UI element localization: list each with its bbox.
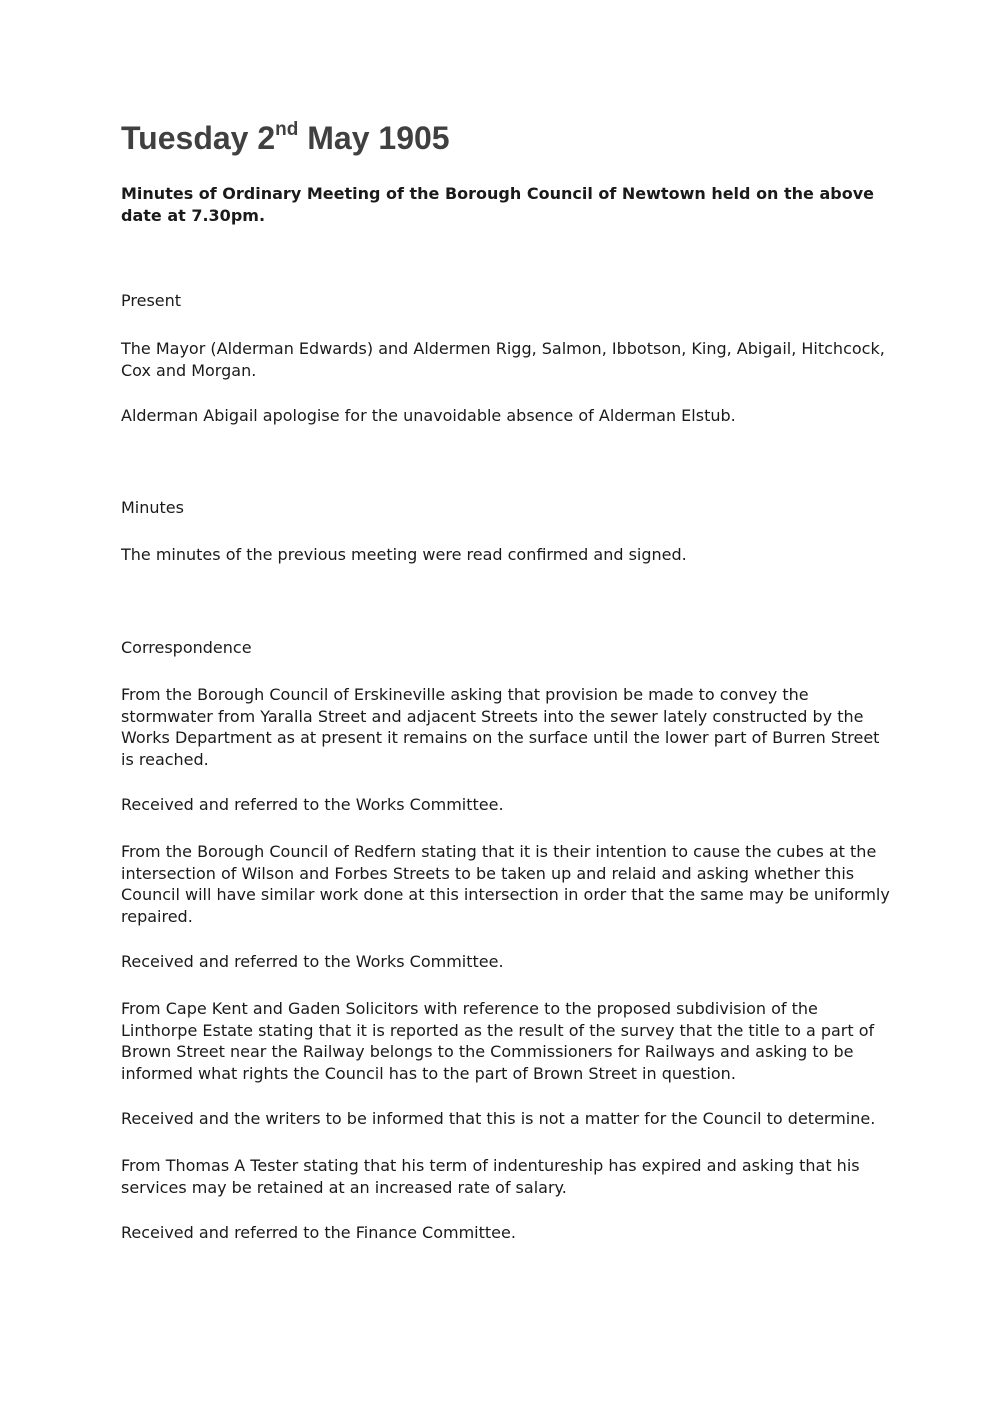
correspondence-item: From Cape Kent and Gaden Solicitors with reference to the proposed subdivision of the Linthorpe Estate stating that it is reported as the result of the survey that the title to a part of Brown Street near the Railway belongs to the Commissioners for Railways and asking to be informed what rights the Council has to the part of Brown Street in question. <box>121 999 875 1083</box>
section-heading-correspondence: Correspondence <box>121 638 252 657</box>
correspondence-item: From Thomas A Tester stating that his term of indentureship has expired and asking that his services may be retained at an increased rate of salary. <box>121 1156 860 1197</box>
correspondence-resolution: Received and referred to the Finance Committee. <box>121 1223 516 1242</box>
correspondence-item: From the Borough Council of Erskineville asking that provision be made to convey the stormwater from Yaralla Street and adjacent Streets into the sewer lately constructed by the Works Department as at present it remains on the surface until the lower part of Burren Street is reached. <box>121 685 880 769</box>
correspondence-resolution: Received and referred to the Works Committee. <box>121 952 504 971</box>
page-title <box>121 118 450 158</box>
present-attendees: The Mayor (Alderman Edwards) and Aldermen Rigg, Salmon, Ibbotson, King, Abigail, Hitchcock, Cox and Morgan. <box>121 339 885 380</box>
section-heading-present: Present <box>121 291 182 310</box>
correspondence-item: From the Borough Council of Redfern stating that it is their intention to cause the cubes at the intersection of Wilson and Forbes Streets to be taken up and relaid and asking whether this Council will have similar work done at this intersection in order that the same may be uniformly repaired. <box>121 842 890 926</box>
correspondence-resolution: Received and the writers to be informed that this is not a matter for the Council to determine. <box>121 1109 876 1128</box>
title-ordinal-suffix: nd <box>275 119 299 140</box>
correspondence-resolution: Received and referred to the Works Committee. <box>121 795 504 814</box>
present-apology: Alderman Abigail apologise for the unavoidable absence of Alderman Elstub. <box>121 406 736 425</box>
section-heading-minutes: Minutes <box>121 498 184 517</box>
title-date-suffix: May 1905 <box>298 120 450 156</box>
meeting-subtitle: Minutes of Ordinary Meeting of the Borough Council of Newtown held on the above date at 7.30pm. <box>121 184 874 225</box>
minutes-text: The minutes of the previous meeting were read confirmed and signed. <box>121 545 687 564</box>
title-date-prefix: Tuesday 2 <box>121 120 276 156</box>
